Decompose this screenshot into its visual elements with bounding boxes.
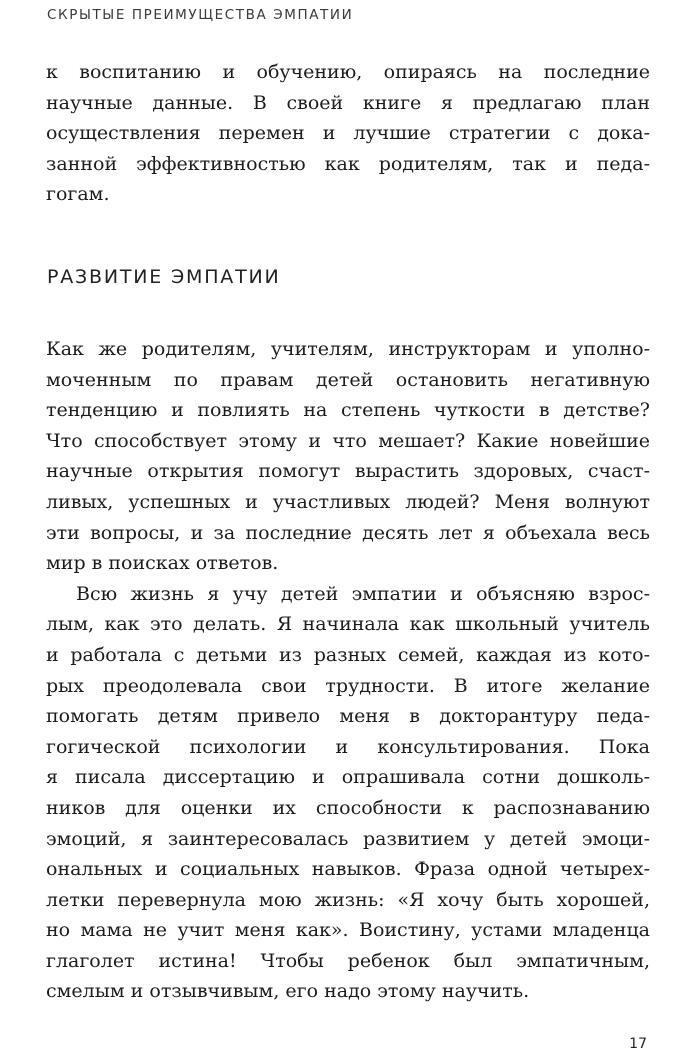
text-line: рых преодолевала свои трудности. В итоге желание [46,674,650,697]
text-line: ников для оценки их способности к распознаванию [46,796,650,819]
text-line: глаголет истина! Чтобы ребенок был эмпатичным, [46,949,650,972]
text-line: я писала диссертацию и опрашивала сотни дошколь- [46,766,650,789]
text-line: но мама не учит меня как». Воистину, устами младенца [46,919,650,942]
text-line: научные открытия помогут вырастить здоровых, счаст- [46,460,650,483]
text-line: Всю жизнь я учу детей эмпатии и объясняю взрос- [76,582,650,605]
intro-paragraph [46,57,650,210]
text-line: ональных и социальных навыков. Фраза одной четырех- [46,858,650,881]
text-line: научные данные. В своей книге я предлагаю план [46,91,650,114]
text-line: тенденцию и повлиять на степень чуткости в детстве? [46,399,650,422]
text-line: ливых, успешных и участливых людей? Меня волнуют [46,490,650,513]
text-line: помогать детям привело меня в докторантуру педа- [46,705,650,728]
text-line: Как же родителям, учителям, инструкторам и уполно- [46,338,650,360]
text-line: моченным по правам детей остановить негативную [46,368,650,391]
page-number: 17 [629,1036,647,1052]
text-line: летки перевернула мою жизнь: «Я хочу быть хорошей, [46,888,650,911]
text-line: Что способствует этому и что мешает? Какие новейшие [46,429,650,452]
text-line: гогической психологии и консультирования. Пока [46,735,650,758]
text-line: смелым и отзывчивым, его надо этому научить. [46,980,530,1003]
section-heading: РАЗВИТИЕ ЭМПАТИИ [47,266,281,288]
text-line: к воспитанию и обучению, опираясь на последние [46,61,650,83]
text-line: и работала с детьми из разных семей, каждая из кото- [46,643,650,666]
text-line: осуществления перемен и лучшие стратегии с дока- [46,122,650,145]
text-line: эмоций, я заинтересовалась развитием у детей эмоци- [46,827,650,850]
text-line: занной эффективностью как родителям, так и педа- [46,152,650,175]
paragraph-1 [46,334,650,1007]
text-line: лым, как это делать. Я начинала как школьный учитель [46,613,650,636]
text-line: гогам. [46,183,110,206]
text-line: эти вопросы, и за последние десять лет я объехала весь [46,521,650,544]
running-head: СКРЫТЫЕ ПРЕИМУЩЕСТВА ЭМПАТИИ [47,7,354,23]
text-line: мир в поисках ответов. [46,552,279,575]
